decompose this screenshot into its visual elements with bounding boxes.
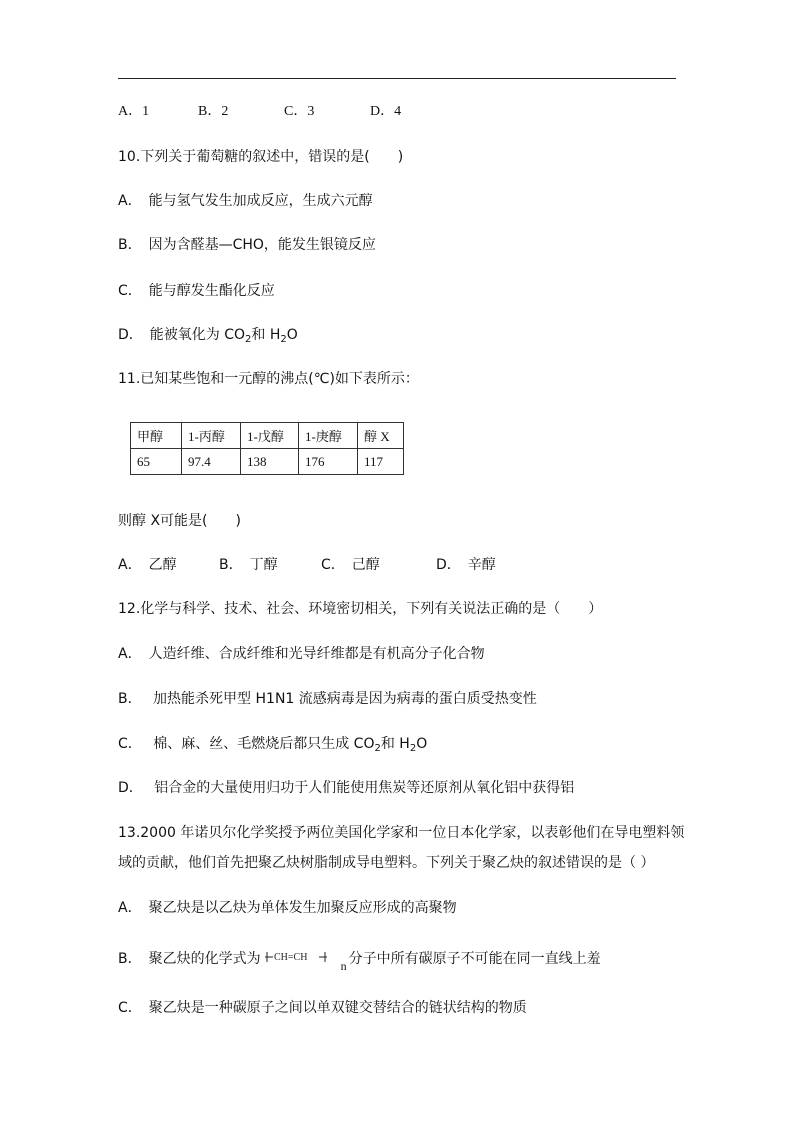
table-header-cell: 1-丙醇	[182, 423, 241, 449]
table-header-row	[131, 423, 404, 449]
q13-option-c: C． 聚乙炔是一种碳原子之间以单双键交替结合的链状结构的物质	[118, 1000, 527, 1016]
table-header-cell: 1-戊醇	[241, 423, 299, 449]
boiling-point-table	[130, 422, 404, 475]
header-rule	[118, 78, 676, 79]
q13-option-a: A． 聚乙炔是以乙炔为单体发生加聚反应形成的高聚物	[118, 900, 457, 916]
q12-stem: 12.化学与科学、技术、社会、环境密切相关，下列有关说法正确的是（ ）	[118, 601, 603, 617]
q10-stem: 10.下列关于葡萄糖的叙述中，错误的是( )	[118, 149, 404, 165]
table-row	[131, 449, 404, 475]
q10-option-b: B． 因为含醛基—CHO，能发生银镜反应	[118, 237, 376, 253]
q11-option-c: C． 己醇	[321, 557, 380, 573]
table-cell: 117	[358, 449, 404, 475]
q10-option-d: D． 能被氧化为 $CO_2$和 $H_2O$	[118, 327, 298, 345]
table-cell: 176	[299, 449, 358, 475]
table-header-cell: 1-庚醇	[299, 423, 358, 449]
q11-question: 则醇 X可能是( )	[118, 513, 241, 529]
q11-option-a: A． 乙醇	[118, 557, 177, 573]
q9-option-a: A．1	[118, 104, 150, 119]
formula-subscript-n: n	[340, 959, 347, 973]
table-cell: 97.4	[182, 449, 241, 475]
table-cell: 138	[241, 449, 299, 475]
q10-option-a: A． 能与氢气发生加成反应，生成六元醇	[118, 193, 373, 209]
table-header-cell: 醇 X	[358, 423, 404, 449]
polyacetylene-formula	[265, 948, 347, 971]
q9-option-d: D．4	[370, 104, 402, 119]
q9-options	[118, 102, 401, 122]
q11-stem: 11.已知某些饱和一元醇的沸点(℃)如下表所示：	[118, 371, 419, 387]
table-header-cell: 甲醇	[131, 423, 182, 449]
q9-option-b: B．2	[198, 104, 229, 119]
q13-stem-line1: 13.2000 年诺贝尔化学奖授予两位美国化学家和一位日本化学家，以表彰他们在导电塑料领	[118, 825, 685, 841]
table-cell: 65	[131, 449, 182, 475]
q13-option-b: B． 聚乙炔的化学式为 CH=CH n 分子中所有碳原子不可能在同一直线上羞	[118, 948, 601, 971]
q13-stem-line2: 域的贡献，他们首先把聚乙炔树脂制成导电塑料。下列关于聚乙炔的叙述错误的是（ ）	[118, 855, 655, 871]
q12-option-b: B． 加热能杀死甲型 H1N1 流感病毒是因为病毒的蛋白质受热变性	[118, 691, 537, 707]
formula-text: CH=CH	[273, 952, 308, 963]
q11-option-d: D． 辛醇	[436, 557, 496, 573]
q12-option-c: C． 棉、麻、丝、毛燃烧后都只生成 $CO_2$和 $H_2O$	[118, 736, 428, 754]
q11-options	[118, 555, 496, 575]
q10-option-c: C． 能与醇发生酯化反应	[118, 283, 275, 299]
q9-option-c: C．3	[284, 104, 315, 119]
polymer-bracket-icon	[265, 948, 341, 968]
q12-option-d: D． 铝合金的大量使用归功于人们能使用焦炭等还原剂从氧化铝中获得铝	[118, 780, 575, 796]
q11-option-b: B． 丁醇	[219, 557, 278, 573]
q12-option-a: A． 人造纤维、合成纤维和光导纤维都是有机高分子化合物	[118, 646, 485, 662]
